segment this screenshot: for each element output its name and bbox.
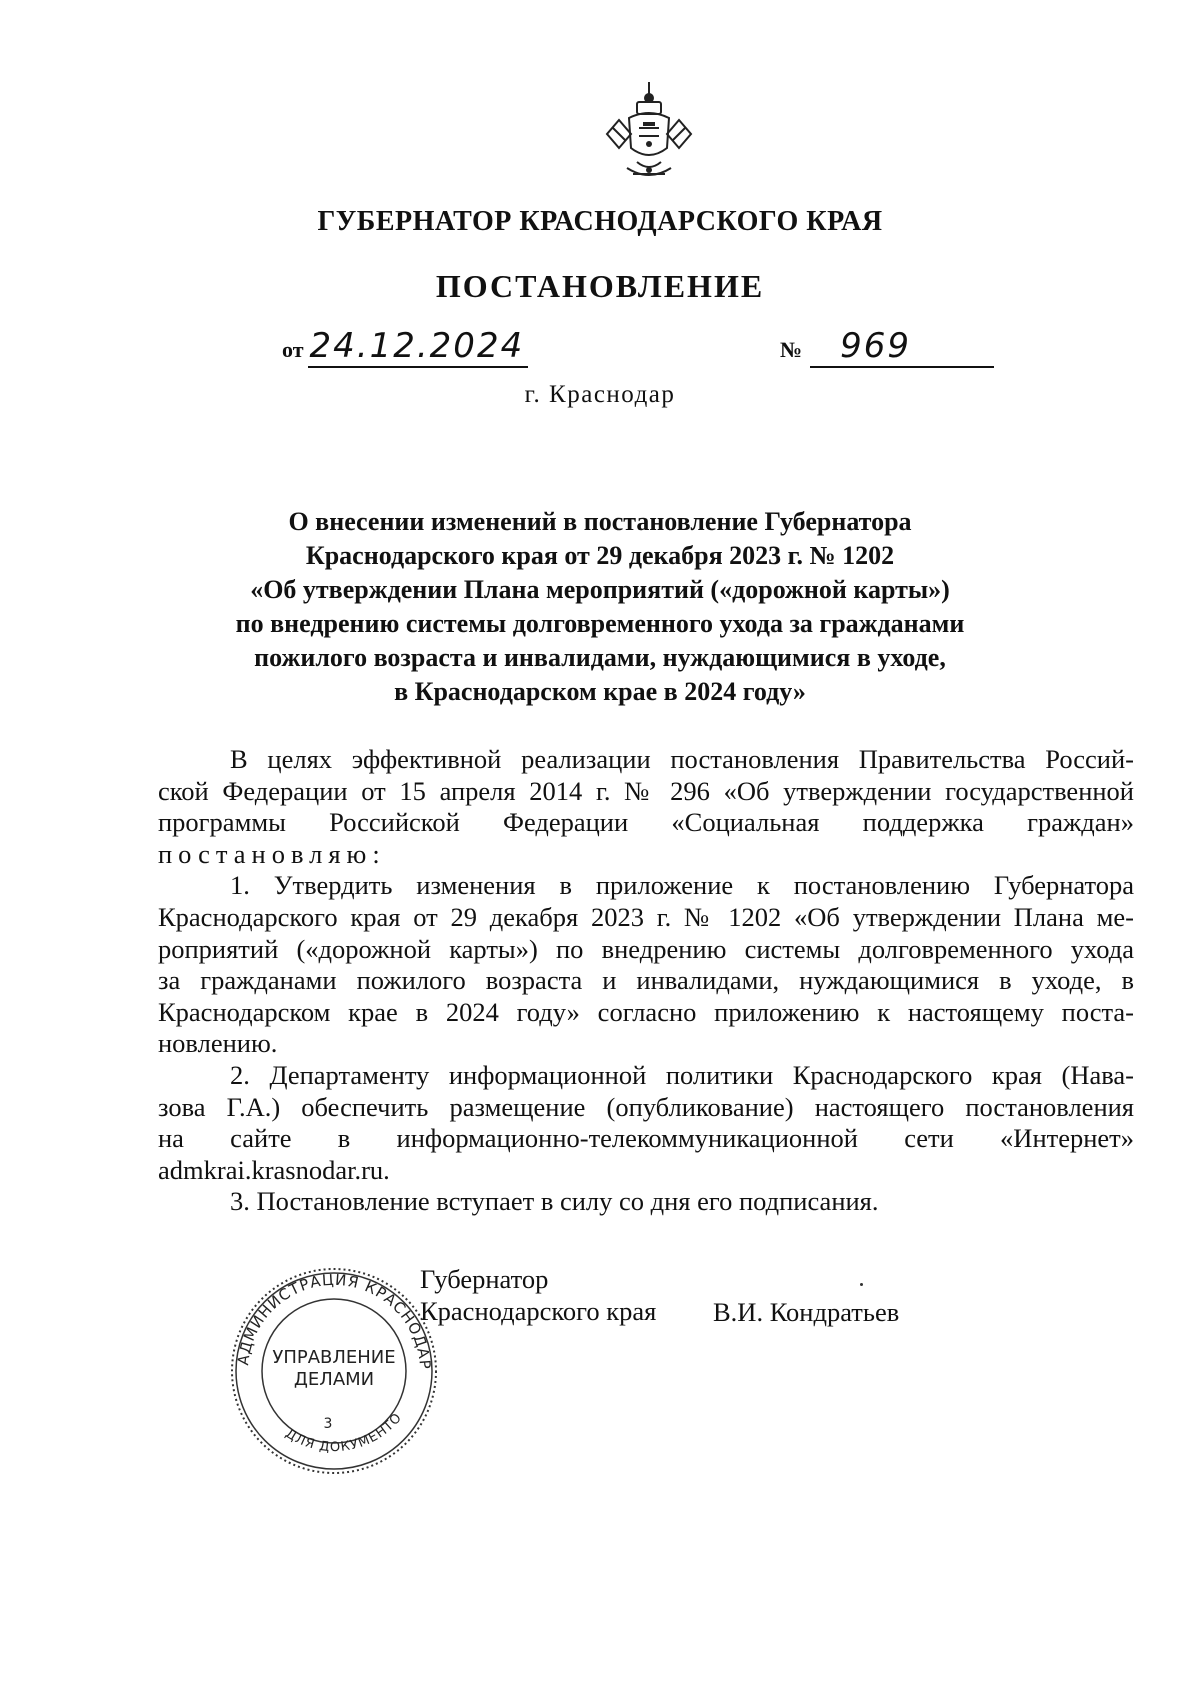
signatory-title [420, 1263, 656, 1327]
body-line: зова Г.А.) обеспечить размещение (опубликование) настоящего постановления [158, 1091, 1134, 1122]
body-line: 2. Департаменту информационной политики Краснодарского края (Нава- [230, 1059, 1134, 1090]
issuing-authority: ГУБЕРНАТОР КРАСНОДАРСКОГО КРАЯ [317, 206, 883, 237]
body-line: постановляю: [158, 838, 386, 869]
document-type: ПОСТАНОВЛЕНИЕ [435, 268, 765, 304]
body-line: Краснодарском крае в 2024 году» согласно приложению к настоящему поста- [158, 996, 1134, 1027]
stamp-center-line2: ДЕЛАМИ [293, 1369, 375, 1390]
body-line: ской Федерации от 15 апреля 2014 г. № 296 «Об утверждении государственной [158, 775, 1134, 806]
subject-line: по внедрению системы долговременного ухода за гражданами [235, 609, 965, 638]
subject-line: О внесении изменений в постановление Губернатора [288, 507, 912, 536]
signatory-title-line: Губернатор [420, 1264, 549, 1294]
body-line: Краснодарского края от 29 декабря 2023 г. № 1202 «Об утверждении Плана ме- [158, 901, 1134, 932]
subject-line: в Краснодарском крае в 2024 году» [394, 677, 806, 706]
city: г. Краснодар [524, 381, 676, 408]
number-label: № [780, 337, 803, 362]
number-value: 969 [810, 326, 994, 368]
body-line: на сайте в информационно-телекоммуникационной сети «Интернет» [158, 1123, 1134, 1154]
body-line: за гражданами пожилого возраста и инвалидами, нуждающимися в уходе, в [158, 965, 1134, 996]
body-line: 3. Постановление вступает в силу со дня его подписания. [230, 1186, 879, 1217]
signatory-title-line: Краснодарского края [420, 1296, 657, 1326]
body-line: admkrai.krasnodar.ru. [158, 1154, 390, 1185]
stamp-center-line1: УПРАВЛЕНИЕ [272, 1347, 396, 1368]
body-line: программы Российской Федерации «Социальная поддержка граждан» [158, 807, 1134, 838]
subject-line: «Об утверждении Плана мероприятий («дорожной карты») [250, 575, 950, 604]
body-line: В целях эффективной реализации постановления Правительства Россий- [230, 744, 1134, 774]
subject-line: пожилого возраста и инвалидами, нуждающимися в уходе, [254, 643, 946, 672]
document-date [282, 326, 528, 368]
date-prefix: от [282, 337, 304, 362]
scan-speck [860, 1283, 863, 1286]
body-line: роприятий («дорожной карты») по внедрению системы долговременного ухода [158, 933, 1134, 964]
coat-of-arms-graphic [599, 78, 699, 184]
stamp-bottom-text: ДЛЯ ДОКУМЕНТО [282, 1410, 406, 1456]
stamp-number: 3 [323, 1416, 333, 1432]
document-subject [180, 505, 1020, 709]
subject-line: Краснодарского края от 29 декабря 2023 г. № 1202 [305, 541, 895, 570]
date-value: 24.12.2024 [308, 326, 529, 368]
document-body [158, 744, 1134, 1218]
body-line: 1. Утвердить изменения в приложение к постановлению Губернатора [230, 870, 1134, 901]
signatory-name: В.И. Кондратьев [713, 1297, 900, 1327]
coat-of-arms-icon [599, 78, 699, 184]
stamp-ring-text: АДМИНИСТРАЦИЯ КРАСНОДАР [234, 1270, 435, 1371]
document-number [780, 326, 994, 368]
signature-block [0, 1263, 1200, 1483]
body-line: новлению. [158, 1028, 278, 1059]
